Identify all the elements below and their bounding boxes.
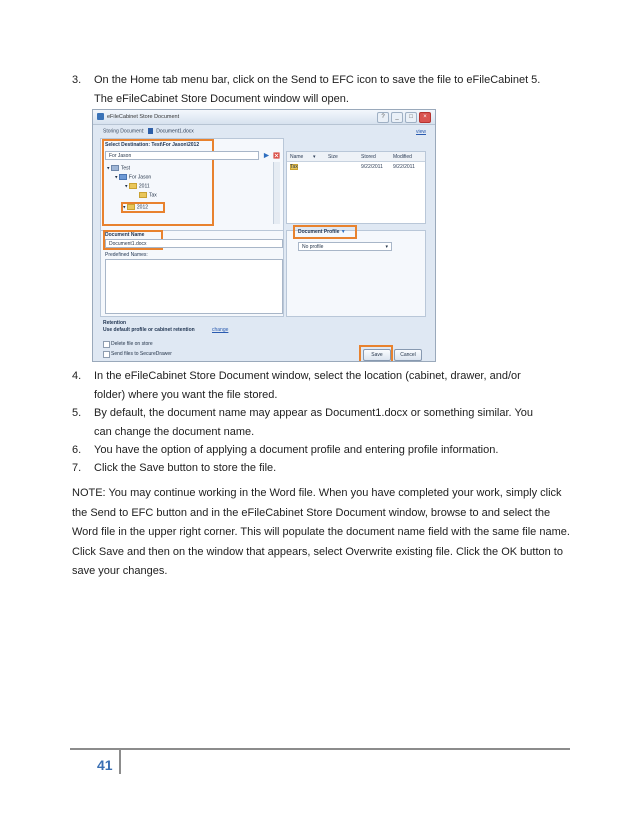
tree-node-2011[interactable]: ▾ 2011	[125, 183, 150, 190]
step-text-continued: can change the document name.	[94, 426, 255, 438]
step-number: 3.	[72, 74, 82, 86]
delete-on-store-checkbox[interactable]	[103, 341, 110, 348]
retention-label: Retention	[103, 320, 127, 326]
drawer-icon	[119, 174, 127, 180]
cabinet-icon	[111, 165, 119, 171]
store-document-window-screenshot	[92, 109, 436, 362]
delete-on-store-label: Delete file on store	[111, 341, 153, 347]
change-link[interactable]: change	[212, 327, 229, 333]
window-title: eFileCabinet Store Document	[107, 114, 180, 120]
tree-node-test[interactable]: ▾ Test	[107, 165, 131, 172]
help-icon[interactable]: ?	[377, 112, 389, 123]
file-grid: Name ▾ Size Stored Modified Tax 9/22/2011 9/22/2011	[286, 151, 426, 224]
file-row-stored: 9/22/2011	[361, 164, 383, 170]
save-button[interactable]: Save	[363, 349, 391, 361]
step-text: By default, the document name may appear as Document1.docx or something similar. You	[94, 407, 534, 419]
col-sort-icon[interactable]: ▾	[313, 154, 316, 160]
storing-document-row	[103, 128, 194, 134]
securedrawer-checkbox[interactable]	[103, 351, 110, 358]
view-link[interactable]: view	[415, 129, 426, 135]
file-grid-header	[287, 152, 425, 162]
clear-search-icon[interactable]	[273, 152, 280, 159]
footer-rule	[70, 748, 570, 750]
col-stored[interactable]: Stored	[361, 154, 376, 160]
cancel-button[interactable]: Cancel	[394, 349, 422, 361]
col-name[interactable]: Name	[290, 154, 304, 160]
tree-scrollbar[interactable]	[273, 162, 280, 224]
maximize-icon[interactable]: □	[405, 112, 417, 123]
file-row-modified: 9/22/2011	[393, 164, 415, 170]
tree-node-tax[interactable]: Tax	[139, 192, 157, 198]
select-destination-label: Select Destination: Test\For Jason\2012	[105, 142, 200, 148]
step-number: 4.	[72, 370, 82, 382]
step-text: On the Home tab menu bar, click on the Send to EFC icon to save the file to eFileCabinet 5.	[94, 74, 541, 86]
col-size[interactable]: Size	[328, 154, 338, 160]
profile-filter-icon: ▼	[340, 229, 346, 235]
document-name-label: Document Name	[105, 232, 145, 238]
efilecabinet-app-icon	[97, 113, 104, 120]
footer-divider	[119, 748, 121, 774]
document-name-input[interactable]: Document1.docx	[105, 239, 283, 248]
predefined-names-list[interactable]	[105, 259, 283, 314]
window-titlebar	[93, 110, 435, 125]
folder-2012-highlight	[121, 202, 165, 213]
step-number: 6.	[72, 444, 82, 456]
step-text: You have the option of applying a document profile and entering profile information.	[94, 444, 499, 456]
step-text: In the eFileCabinet Store Document window, select the location (cabinet, drawer, and/or	[94, 370, 521, 382]
retention-text: Use default profile or cabinet retention	[103, 327, 195, 333]
tree-node-for-jason[interactable]: ▾ For Jason	[115, 174, 152, 181]
page-number: 41	[97, 757, 113, 773]
folder-icon	[129, 183, 137, 189]
step-text: Click the Save button to store the file.	[94, 462, 277, 474]
dropdown-arrow-icon: ▾	[385, 244, 388, 250]
word-doc-icon	[148, 128, 153, 134]
storing-document-file: Document1.docx	[156, 128, 194, 135]
step-number: 7.	[72, 462, 82, 474]
document-profile-label[interactable]: Document Profile ▼	[298, 229, 346, 235]
securedrawer-label: Send files to SecureDrawer	[111, 351, 172, 357]
step-number: 5.	[72, 407, 82, 419]
note-paragraph: NOTE: You may continue working in the Word file. When you have completed your work, simply click the Send to EFC button and in the eFileCabinet Store Document window, browse to and select the Word file in the upper right corner. This will populate the document name field with the same file name. Click Save and then on the window that appears, select Overwrite existing file. Click the OK button to save your changes.	[72, 487, 570, 577]
go-arrow-icon[interactable]	[263, 152, 270, 159]
destination-search-input[interactable]: For Jason	[105, 151, 259, 160]
folder-icon	[139, 192, 147, 198]
minimize-icon[interactable]: _	[391, 112, 403, 123]
profile-select[interactable]: No profile ▾	[298, 242, 392, 251]
storing-document-label: Storing Document:	[103, 128, 145, 135]
step-text-continued: folder) where you want the file stored.	[94, 389, 278, 401]
tree-node-2012[interactable]: ▾ 2012	[123, 204, 149, 211]
close-icon[interactable]: ×	[419, 112, 431, 123]
predefined-names-label: Predefined Names:	[105, 252, 148, 258]
col-modified[interactable]: Modified	[393, 154, 412, 160]
step-text-continued: The eFileCabinet Store Document window will open.	[94, 93, 349, 105]
